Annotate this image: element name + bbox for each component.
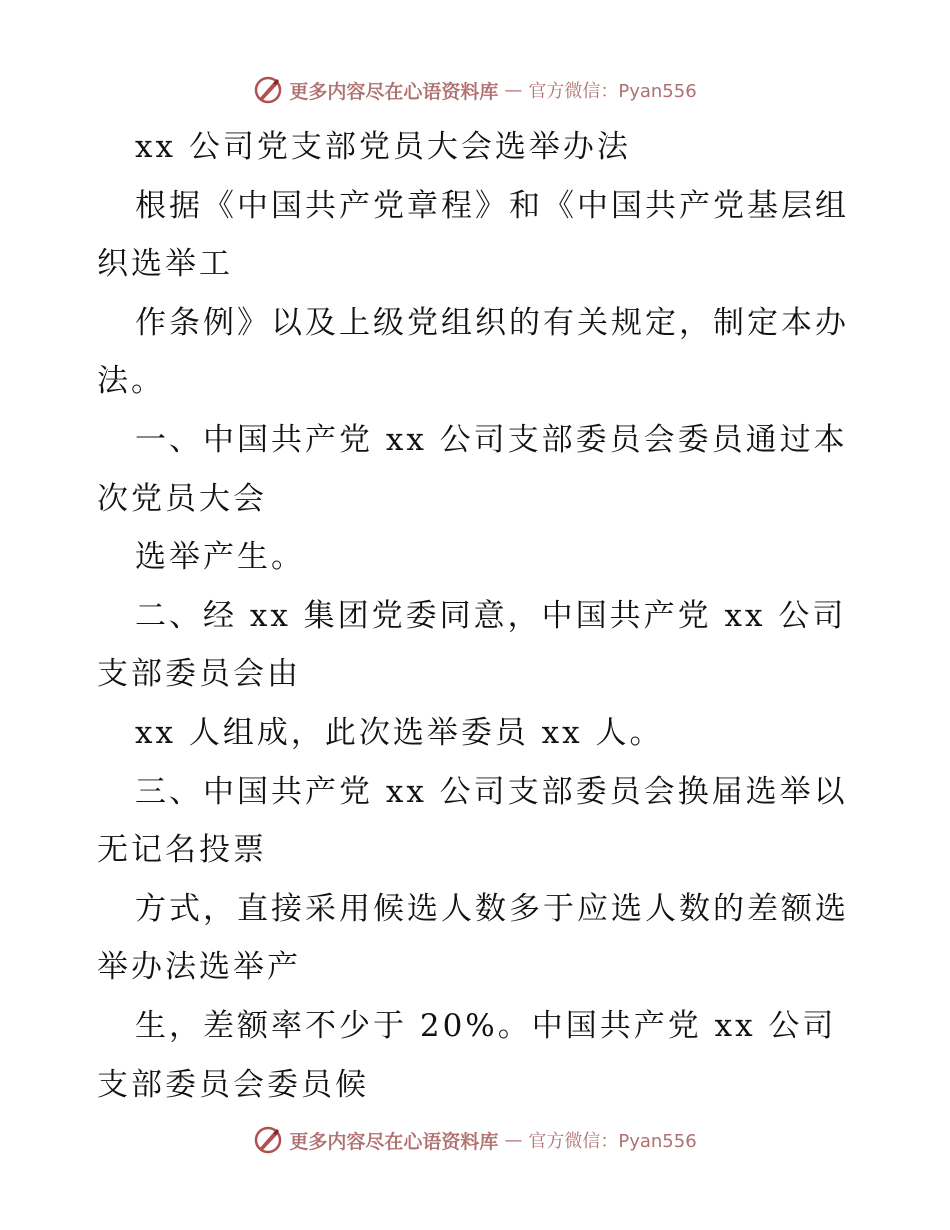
text-line: 二、经 xx 集团党委同意，中国共产党 xx 公司 — [135, 597, 847, 634]
text-line: xx 公司党支部党员大会选举办法 — [135, 129, 631, 165]
text-line: 支部委员会委员候 — [97, 1066, 369, 1103]
banner-dash: — — [504, 1129, 523, 1151]
text-line: 次党员大会 — [97, 480, 267, 517]
banner-contact: 官方微信：Pyan556 — [528, 81, 697, 102]
banner-title: 更多内容尽在心语资料库 — [289, 80, 499, 103]
text-line: 法。 — [97, 363, 165, 400]
text-line: 方式，直接采用候选人数多于应选人数的差额选 — [135, 890, 849, 927]
document-body — [97, 118, 857, 1114]
text-line: xx 人组成，此次选举委员 xx 人。 — [135, 714, 664, 751]
text-line: 无记名投票 — [97, 832, 267, 869]
header-banner — [0, 72, 950, 108]
text-line: 织选举工 — [97, 246, 233, 283]
text-line: 三、中国共产党 xx 公司支部委员会换届选举以 — [135, 773, 848, 810]
text-line: 支部委员会由 — [97, 656, 301, 693]
banner-title: 更多内容尽在心语资料库 — [289, 1130, 499, 1153]
text-line: 选举产生。 — [135, 539, 305, 576]
text-line: 作条例》以及上级党组织的有关规定，制定本办 — [135, 304, 849, 341]
text-line: 生，差额率不少于 20%。中国共产党 xx 公司 — [135, 1007, 837, 1044]
text-line: 举办法选举产 — [97, 949, 301, 986]
text-line: 根据《中国共产党章程》和《中国共产党基层组 — [135, 187, 849, 224]
banner-dash: — — [504, 79, 523, 101]
banner-contact: 官方微信：Pyan556 — [528, 1131, 697, 1152]
pen-circle-logo-icon — [253, 1125, 283, 1155]
text-line: 一、中国共产党 xx 公司支部委员会委员通过本 — [135, 421, 848, 458]
pen-circle-logo-icon — [253, 75, 283, 105]
footer-banner — [0, 1122, 950, 1158]
